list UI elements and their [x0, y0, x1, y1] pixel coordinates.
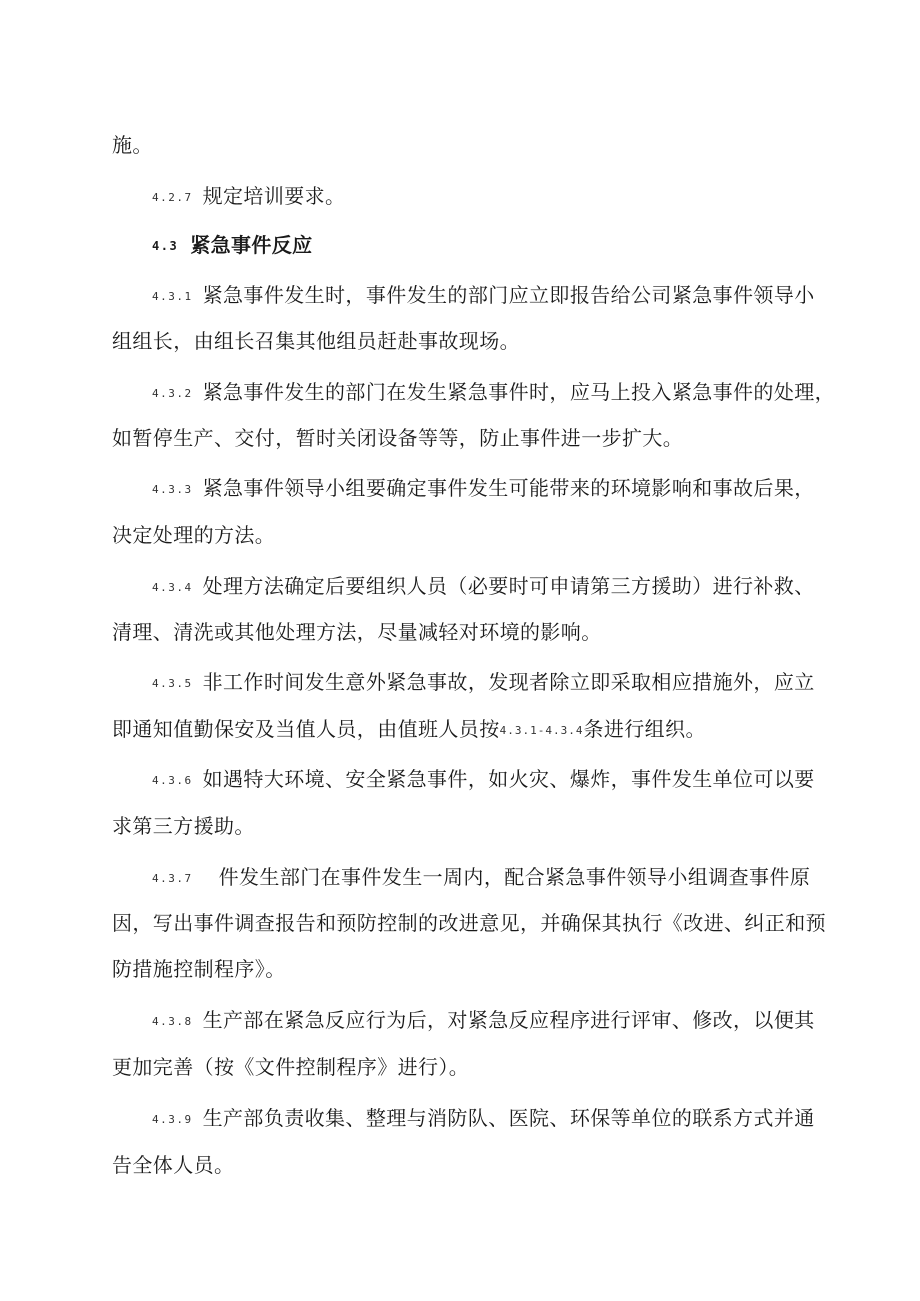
item-4-3-3-line2: 决定处理的方法。 — [112, 523, 276, 547]
section-title: 紧急事件反应 — [190, 233, 313, 257]
item-number: 4.3.7 — [152, 872, 193, 885]
item-4-3-7-line2: 因，写出事件调查报告和预防控制的改进意见，并确保其执行《改进、纠正和预 — [112, 911, 826, 935]
section-number: 4.3 — [152, 239, 179, 253]
item-4-3-9-line1: 4.3.9 生产部负责收集、整理与消防队、医院、环保等单位的联系方式并通 — [152, 1106, 815, 1130]
item-4-3-2-line1: 4.3.2 紧急事件发生的部门在发生紧急事件时，应马上投入紧急事件的处理， — [152, 380, 836, 404]
item-4-3-7-line1: 4.3.7 件发生部门在事件发生一周内，配合紧急事件领导小组调查事件原 — [152, 865, 811, 889]
item-number: 4.3.2 — [152, 387, 193, 400]
item-number: 4.3.6 — [152, 774, 193, 787]
item-4-3-4-line2: 清理、清洗或其他处理方法，尽量减轻对环境的影响。 — [112, 620, 602, 644]
item-4-3-9-line2: 告全体人员。 — [112, 1153, 235, 1177]
item-number: 4.3.4 — [152, 581, 193, 594]
item-4-3-4-line1: 4.3.4 处理方法确定后要组织人员（必要时可申请第三方援助）进行补救、 — [152, 574, 815, 598]
item-number: 4.3.5 — [152, 677, 193, 690]
section-heading-4-3 — [152, 231, 313, 260]
item-4-2-7 — [152, 182, 345, 212]
item-4-3-3-line1: 4.3.3 紧急事件领导小组要确定事件发生可能带来的环境影响和事故后果， — [152, 476, 815, 500]
item-4-3-5-line1: 4.3.5 非工作时间发生意外紧急事故，发现者除立即采取相应措施外，应立 — [152, 670, 815, 694]
item-number: 4.3.1 — [152, 290, 193, 303]
item-number: 4.3.8 — [152, 1015, 193, 1028]
item-text: 规定培训要求。 — [202, 184, 346, 208]
item-4-3-6-line2: 求第三方援助。 — [112, 814, 255, 838]
item-number: 4.3.3 — [152, 483, 193, 496]
item-4-3-7-line3: 防措施控制程序》。 — [112, 957, 286, 981]
item-4-3-6-line1: 4.3.6 如遇特大环境、安全紧急事件，如火灾、爆炸，事件发生单位可以要 — [152, 767, 815, 791]
item-4-3-8-line2: 更加完善（按《文件控制程序》进行）。 — [112, 1055, 470, 1079]
item-4-3-2-line2: 如暂停生产、交付，暂时关闭设备等等，防止事件进一步扩大。 — [112, 426, 684, 450]
clause-reference: 4.3.1-4.3.4 — [499, 724, 584, 737]
item-number: 4.2.7 — [152, 191, 193, 204]
item-4-3-1-line1: 4.3.1 紧急事件发生时，事件发生的部门应立即报告给公司紧急事件领导小 — [152, 283, 815, 307]
top-fragment: 施。 — [112, 133, 153, 157]
item-number: 4.3.9 — [152, 1113, 193, 1126]
item-4-3-5-line2: 即通知值勤保安及当值人员，由值班人员按4.3.1-4.3.4条进行组织。 — [112, 717, 706, 741]
item-4-3-8-line1: 4.3.8 生产部在紧急反应行为后，对紧急反应程序进行评审、修改，以便其 — [152, 1008, 815, 1032]
item-4-3-1-line2: 组组长，由组长召集其他组员赶赴事故现场。 — [112, 329, 520, 353]
